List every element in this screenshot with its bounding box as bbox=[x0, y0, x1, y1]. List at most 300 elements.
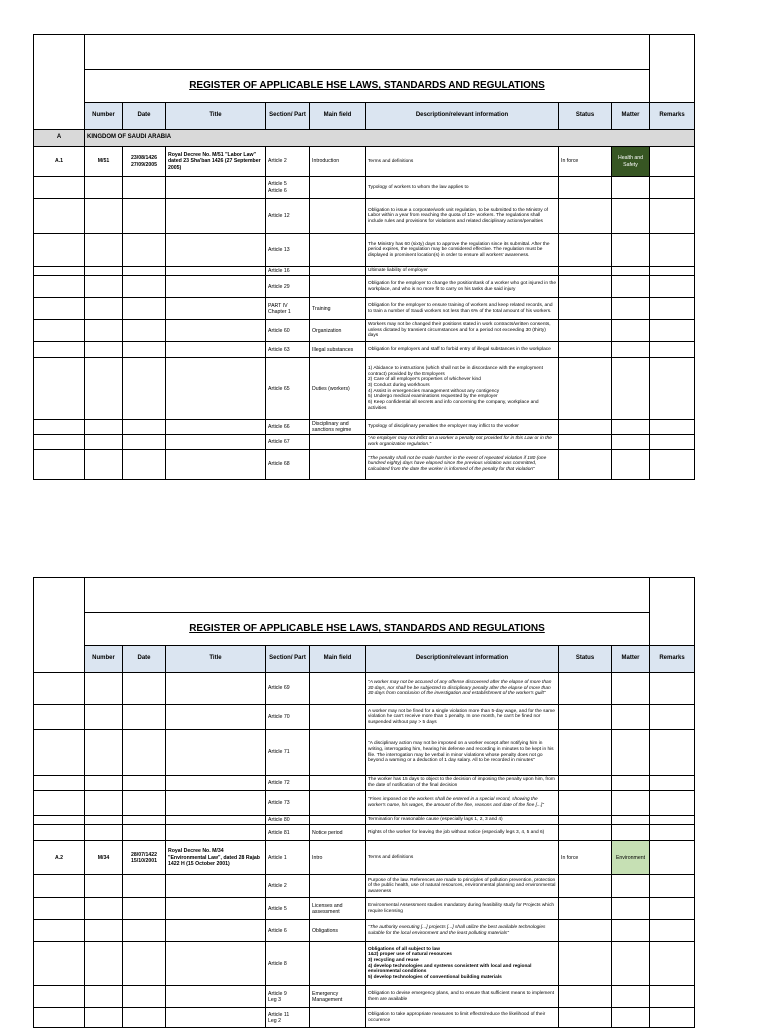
row-field: Duties (workers) bbox=[310, 358, 366, 420]
law-code: A.2 bbox=[34, 841, 85, 875]
number-cell bbox=[85, 898, 123, 920]
code-cell bbox=[34, 276, 85, 298]
table-row bbox=[34, 705, 695, 730]
table-row bbox=[34, 920, 695, 942]
row-field: Training bbox=[310, 298, 366, 320]
col-header-date: Date bbox=[123, 103, 166, 130]
col-header-matter: Matter bbox=[612, 646, 650, 673]
col-header-description: Description/relevant information bbox=[366, 646, 559, 673]
code-cell bbox=[34, 177, 85, 199]
code-cell bbox=[34, 673, 85, 705]
law-matter: Environment bbox=[612, 841, 650, 875]
row-section: Article 68 bbox=[266, 449, 310, 479]
date-cell bbox=[123, 449, 166, 479]
table-row bbox=[34, 875, 695, 898]
matter-cell bbox=[612, 920, 650, 942]
remarks-cell bbox=[650, 705, 695, 730]
row-description: Obligation to devise emergency plans, and to ensure that sufficient means to implement them are available bbox=[366, 986, 559, 1008]
row-field: Obligations bbox=[310, 920, 366, 942]
row-description: Obligation to take appropriate measures to limit effects/reduce the likelihood of their occurence bbox=[366, 1008, 559, 1028]
date-cell bbox=[123, 234, 166, 267]
status-cell bbox=[559, 298, 612, 320]
remarks-cell bbox=[650, 276, 695, 298]
number-cell bbox=[85, 234, 123, 267]
title-cell bbox=[166, 1008, 266, 1028]
row-description: Terms and definitions bbox=[366, 841, 559, 875]
date-cell bbox=[123, 705, 166, 730]
row-description: Rights of the worker for leaving the job without notice (especially legs 3, 4, 5 and 6) bbox=[366, 825, 559, 841]
number-cell bbox=[85, 449, 123, 479]
matter-cell bbox=[612, 791, 650, 816]
row-description: Obligation to issue a corporate/work unit regulation, to be submitted to the Ministry of Labor within a year from reaching the quota of 10+ workers. The regulations shall include rules and provisions for violations and related disciplinary actions/penalties bbox=[366, 199, 559, 234]
remarks-cell bbox=[650, 320, 695, 342]
row-section: Article 13 bbox=[266, 234, 310, 267]
number-cell bbox=[85, 435, 123, 449]
law-matter: Health and Safety bbox=[612, 147, 650, 177]
remarks-cell bbox=[650, 920, 695, 942]
remarks-cell bbox=[650, 342, 695, 358]
matter-cell bbox=[612, 986, 650, 1008]
table-row bbox=[34, 673, 695, 705]
row-section: Article 12 bbox=[266, 199, 310, 234]
row-field bbox=[310, 234, 366, 267]
code-cell bbox=[34, 199, 85, 234]
row-section: Article 71 bbox=[266, 730, 310, 776]
title-cell bbox=[166, 791, 266, 816]
section-name: KINGDOM OF SAUDI ARABIA bbox=[85, 130, 695, 147]
number-cell bbox=[85, 730, 123, 776]
title-cell bbox=[166, 705, 266, 730]
status-cell bbox=[559, 705, 612, 730]
title-cell bbox=[166, 875, 266, 898]
date-cell bbox=[123, 898, 166, 920]
title-cell bbox=[166, 776, 266, 791]
code-cell bbox=[34, 298, 85, 320]
remarks-cell bbox=[650, 776, 695, 791]
row-field: Emergency Management bbox=[310, 986, 366, 1008]
table-row bbox=[34, 267, 695, 276]
title-cell bbox=[166, 177, 266, 199]
title-cell bbox=[166, 673, 266, 705]
col-header-remarks: Remarks bbox=[650, 646, 695, 673]
title-cell bbox=[166, 234, 266, 267]
status-cell bbox=[559, 358, 612, 420]
row-field: Organization bbox=[310, 320, 366, 342]
date-cell bbox=[123, 435, 166, 449]
matter-cell bbox=[612, 342, 650, 358]
date-cell bbox=[123, 875, 166, 898]
row-field: Illegal substances bbox=[310, 342, 366, 358]
table-row bbox=[34, 825, 695, 841]
remarks-cell bbox=[650, 177, 695, 199]
row-description: "The penalty shall not be made harsher in the event of repeated violation if 180 (one hundred eighty) days have elapsed since the previous violation was committed, calculated from the date the worker is informed of the penalty for that violation" bbox=[366, 449, 559, 479]
row-description: "An employer may not inflict on a worker a penalty not provided for in this Law or in the work organization regulation." bbox=[366, 435, 559, 449]
register-title: REGISTER OF APPLICABLE HSE LAWS, STANDARDS AND REGULATIONS bbox=[85, 613, 650, 646]
matter-cell bbox=[612, 234, 650, 267]
title-cell bbox=[166, 942, 266, 986]
number-cell bbox=[85, 1008, 123, 1028]
matter-cell bbox=[612, 267, 650, 276]
row-field bbox=[310, 276, 366, 298]
code-cell bbox=[34, 420, 85, 435]
date-cell bbox=[123, 358, 166, 420]
row-description: Ultimate liability of employer bbox=[366, 267, 559, 276]
status-cell bbox=[559, 825, 612, 841]
status-cell bbox=[559, 942, 612, 986]
title-cell bbox=[166, 435, 266, 449]
col-header-matter: Matter bbox=[612, 103, 650, 130]
col-header-main-field: Main field bbox=[310, 103, 366, 130]
title-cell bbox=[166, 449, 266, 479]
table-row bbox=[34, 420, 695, 435]
remarks-cell bbox=[650, 234, 695, 267]
number-cell bbox=[85, 942, 123, 986]
status-cell bbox=[559, 1008, 612, 1028]
date-cell bbox=[123, 673, 166, 705]
table-row bbox=[34, 199, 695, 234]
law-date: 28/07/1422 15/10/2001 bbox=[123, 841, 166, 875]
code-cell bbox=[34, 358, 85, 420]
matter-cell bbox=[612, 776, 650, 791]
row-description: Typology of workers to whom the law applies to bbox=[366, 177, 559, 199]
law-title: Royal Decree No. M/34 "Environmental Law", dated 28 Rajab 1422 H (15 October 2001) bbox=[166, 841, 266, 875]
code-cell bbox=[34, 1008, 85, 1028]
date-cell bbox=[123, 986, 166, 1008]
remarks-cell bbox=[650, 435, 695, 449]
row-field: Notice period bbox=[310, 825, 366, 841]
table-row bbox=[34, 298, 695, 320]
status-cell bbox=[559, 267, 612, 276]
title-cell bbox=[166, 898, 266, 920]
title-cell bbox=[166, 342, 266, 358]
table-row bbox=[34, 276, 695, 298]
code-cell bbox=[34, 705, 85, 730]
title-cell bbox=[166, 816, 266, 825]
matter-cell bbox=[612, 705, 650, 730]
number-cell bbox=[85, 177, 123, 199]
code-cell bbox=[34, 986, 85, 1008]
date-cell bbox=[123, 825, 166, 841]
code-cell bbox=[34, 320, 85, 342]
title-cell bbox=[166, 825, 266, 841]
table-row bbox=[34, 177, 695, 199]
row-section: Article 80 bbox=[266, 816, 310, 825]
law-status: In force bbox=[559, 147, 612, 177]
code-cell bbox=[34, 898, 85, 920]
date-cell bbox=[123, 298, 166, 320]
remarks-cell bbox=[650, 199, 695, 234]
row-description: Obligations of all subject to law 1&2) proper use of natural resources 3) recycling and reuse 4) develop technologies and systems consistent with local and regional environmental conditions 5) develop technologies of conventional building materials bbox=[366, 942, 559, 986]
remarks-cell bbox=[650, 267, 695, 276]
number-cell bbox=[85, 320, 123, 342]
code-cell bbox=[34, 816, 85, 825]
row-field bbox=[310, 791, 366, 816]
number-cell bbox=[85, 276, 123, 298]
status-cell bbox=[559, 199, 612, 234]
date-cell bbox=[123, 420, 166, 435]
remarks-cell bbox=[650, 825, 695, 841]
number-cell bbox=[85, 986, 123, 1008]
number-cell bbox=[85, 267, 123, 276]
title-cell bbox=[166, 276, 266, 298]
date-cell bbox=[123, 1008, 166, 1028]
col-header-section: Section/ Part bbox=[266, 646, 310, 673]
table-row bbox=[34, 449, 695, 479]
status-cell bbox=[559, 730, 612, 776]
status-cell bbox=[559, 276, 612, 298]
code-cell bbox=[34, 730, 85, 776]
col-header-title: Title bbox=[166, 646, 266, 673]
col-header-remarks: Remarks bbox=[650, 103, 695, 130]
row-field bbox=[310, 199, 366, 234]
logo-cell bbox=[34, 578, 85, 673]
logo-cell bbox=[34, 35, 85, 130]
status-cell bbox=[559, 435, 612, 449]
row-section: Article 81 bbox=[266, 825, 310, 841]
code-cell bbox=[34, 342, 85, 358]
date-cell bbox=[123, 730, 166, 776]
row-field bbox=[310, 449, 366, 479]
row-field bbox=[310, 177, 366, 199]
matter-cell bbox=[612, 730, 650, 776]
row-description: "The authority executing [...] projects [...] shall utilize the best available technologies suitable for the local environment and the least polluting materials" bbox=[366, 920, 559, 942]
remarks-cell bbox=[650, 875, 695, 898]
row-field: Intro bbox=[310, 841, 366, 875]
status-cell bbox=[559, 920, 612, 942]
row-field bbox=[310, 673, 366, 705]
matter-cell bbox=[612, 276, 650, 298]
status-cell bbox=[559, 875, 612, 898]
status-cell bbox=[559, 673, 612, 705]
row-description: The Ministry has 60 (sixty) days to approve the regulation since its submittal. After the period expires, the regulation may be considered effective. The regulation must be displayed in prominent location(s) in order to ensure all workers' awareness. bbox=[366, 234, 559, 267]
table-row bbox=[34, 816, 695, 825]
remarks-cell bbox=[650, 420, 695, 435]
number-cell bbox=[85, 358, 123, 420]
matter-cell bbox=[612, 942, 650, 986]
date-cell bbox=[123, 942, 166, 986]
col-header-title: Title bbox=[166, 103, 266, 130]
row-section: PART IV Chapter 1 bbox=[266, 298, 310, 320]
row-section: Article 2 bbox=[266, 147, 310, 177]
row-description: "Fines imposed on the workers shall be entered in a special record, showing the worker's name, his wages, the amount of the fine, reasons and date of the fine [...]" bbox=[366, 791, 559, 816]
row-field bbox=[310, 1008, 366, 1028]
row-field bbox=[310, 730, 366, 776]
table-row bbox=[34, 986, 695, 1008]
code-cell bbox=[34, 920, 85, 942]
matter-cell bbox=[612, 825, 650, 841]
date-cell bbox=[123, 199, 166, 234]
number-cell bbox=[85, 673, 123, 705]
matter-cell bbox=[612, 1008, 650, 1028]
date-cell bbox=[123, 177, 166, 199]
status-cell bbox=[559, 791, 612, 816]
matter-cell bbox=[612, 298, 650, 320]
row-description: Environmental Assessment studies mandatory during feasibility study for Projects which require licensing bbox=[366, 898, 559, 920]
law-number: M/51 bbox=[85, 147, 123, 177]
remarks-cell bbox=[650, 730, 695, 776]
row-section: Article 9 Leg 3 bbox=[266, 986, 310, 1008]
number-cell bbox=[85, 298, 123, 320]
remarks-cell bbox=[650, 147, 695, 177]
row-field: Licenses and assessment bbox=[310, 898, 366, 920]
status-cell bbox=[559, 898, 612, 920]
row-section: Article 16 bbox=[266, 267, 310, 276]
row-section: Article 69 bbox=[266, 673, 310, 705]
title-cell bbox=[166, 420, 266, 435]
row-description: "A worker may not be accused of any offense discovered after the elapse of more than 30 days, nor shall he be subjected to disciplinary penalty after the elapse of more than 30 days from conclusion of the investigation and establishment of the worker's guilt" bbox=[366, 673, 559, 705]
code-cell bbox=[34, 449, 85, 479]
row-field: Disciplinary and sanctions regime bbox=[310, 420, 366, 435]
row-section: Article 60 bbox=[266, 320, 310, 342]
title-cell bbox=[166, 320, 266, 342]
title-cell bbox=[166, 730, 266, 776]
matter-cell bbox=[612, 420, 650, 435]
section-code: A bbox=[34, 130, 85, 147]
matter-cell bbox=[612, 816, 650, 825]
row-field bbox=[310, 705, 366, 730]
row-description: Obligation for employers and staff to forbid entry of illegal substances in the workplace bbox=[366, 342, 559, 358]
number-cell bbox=[85, 776, 123, 791]
law-number: M/34 bbox=[85, 841, 123, 875]
register-sheet-page-1 bbox=[33, 34, 695, 480]
date-cell bbox=[123, 276, 166, 298]
status-cell bbox=[559, 342, 612, 358]
number-cell bbox=[85, 791, 123, 816]
row-description: Termination for reasonable cause (especially lags 1, 2, 3 and 4) bbox=[366, 816, 559, 825]
remarks-cell bbox=[650, 986, 695, 1008]
law-code: A.1 bbox=[34, 147, 85, 177]
col-header-section: Section/ Part bbox=[266, 103, 310, 130]
row-field bbox=[310, 942, 366, 986]
matter-cell bbox=[612, 875, 650, 898]
matter-cell bbox=[612, 449, 650, 479]
table-row bbox=[34, 1008, 695, 1028]
table-row bbox=[34, 320, 695, 342]
code-cell bbox=[34, 234, 85, 267]
number-cell bbox=[85, 705, 123, 730]
table-row bbox=[34, 435, 695, 449]
row-section: Article 65 bbox=[266, 358, 310, 420]
title-cell bbox=[166, 358, 266, 420]
status-cell bbox=[559, 986, 612, 1008]
row-field bbox=[310, 776, 366, 791]
title-cell bbox=[166, 920, 266, 942]
register-title: REGISTER OF APPLICABLE HSE LAWS, STANDARDS AND REGULATIONS bbox=[85, 70, 650, 103]
title-cell bbox=[166, 199, 266, 234]
row-field bbox=[310, 816, 366, 825]
table-row bbox=[34, 358, 695, 420]
row-field bbox=[310, 435, 366, 449]
code-cell bbox=[34, 435, 85, 449]
row-description: Obligation for the employer to change the position/task of a worker who got injured in the workplace, and who is no more fit to carry on his tasks due said injury bbox=[366, 276, 559, 298]
row-description: "A disciplinary action may not be imposed on a worker except after notifying him in writing, interrogating him, hearing his defense and recording in minutes to be kept in his file. The interrogation may be verbal in minor violations whose penalty does not go beyond a warning or a deduction of 1 day salary. All to be recorded in minutes" bbox=[366, 730, 559, 776]
remarks-cell bbox=[650, 791, 695, 816]
remarks-cell bbox=[650, 673, 695, 705]
remarks-cell bbox=[650, 358, 695, 420]
date-cell bbox=[123, 320, 166, 342]
title-cell bbox=[166, 298, 266, 320]
row-field: Introduction bbox=[310, 147, 366, 177]
row-description: Typology of disciplinary penalties the employer may inflict to the worker bbox=[366, 420, 559, 435]
date-cell bbox=[123, 920, 166, 942]
code-cell bbox=[34, 942, 85, 986]
date-cell bbox=[123, 342, 166, 358]
row-description: Terms and definitions bbox=[366, 147, 559, 177]
table-row bbox=[34, 234, 695, 267]
code-cell bbox=[34, 791, 85, 816]
col-header-description: Description/relevant information bbox=[366, 103, 559, 130]
status-cell bbox=[559, 776, 612, 791]
title-cell bbox=[166, 986, 266, 1008]
number-cell bbox=[85, 875, 123, 898]
matter-cell bbox=[612, 320, 650, 342]
row-section: Article 6 bbox=[266, 920, 310, 942]
table-row bbox=[34, 942, 695, 986]
row-section: Article 5 bbox=[266, 898, 310, 920]
row-description: Purpose of the law. References are made to principles of pollution prevention, protection of the public health, use of natural resources, environmental planning and environmental awareness bbox=[366, 875, 559, 898]
row-section: Article 70 bbox=[266, 705, 310, 730]
law-status: In force bbox=[559, 841, 612, 875]
row-section: Article 8 bbox=[266, 942, 310, 986]
row-section: Article 73 bbox=[266, 791, 310, 816]
row-description: Obligation for the employer to ensure training of workers and keep related records, and to train a number of Saudi workers not less than 6% of the total amount of his workers. bbox=[366, 298, 559, 320]
number-cell bbox=[85, 920, 123, 942]
number-cell bbox=[85, 816, 123, 825]
row-section: Article 63 bbox=[266, 342, 310, 358]
row-section: Article 67 bbox=[266, 435, 310, 449]
status-cell bbox=[559, 234, 612, 267]
col-header-number: Number bbox=[85, 646, 123, 673]
remarks-cell bbox=[650, 942, 695, 986]
col-header-main-field: Main field bbox=[310, 646, 366, 673]
remarks-cell bbox=[650, 898, 695, 920]
matter-cell bbox=[612, 435, 650, 449]
date-cell bbox=[123, 791, 166, 816]
row-description: 1) Abidance to instructions (which shall not be in discordance with the employment contract) provided by the Employers 2) Care of all employer's properties of whichever kind 3) Conduct during workhours 4) Assist in emergencies management without any contigency 5) Undergo medical examinations requested by the employer 6) Keep confidential all secrets and info concerning the company, workplace and activities bbox=[366, 358, 559, 420]
date-cell bbox=[123, 816, 166, 825]
row-section: Article 2 bbox=[266, 875, 310, 898]
law-date: 23/08/1426 27/09/2005 bbox=[123, 147, 166, 177]
remarks-cell bbox=[650, 1008, 695, 1028]
remarks-cell bbox=[650, 298, 695, 320]
status-cell bbox=[559, 320, 612, 342]
row-description: A worker may not be fined for a single violation more than 5-day wage, and for the same violation he can't receive more than 1 penalty. In one month, he can't be fined nor suspended without pay > 5 days bbox=[366, 705, 559, 730]
date-cell bbox=[123, 267, 166, 276]
col-header-status: Status bbox=[559, 103, 612, 130]
remarks-cell bbox=[650, 816, 695, 825]
table-row bbox=[34, 342, 695, 358]
row-section: Article 72 bbox=[266, 776, 310, 791]
status-cell bbox=[559, 420, 612, 435]
matter-cell bbox=[612, 358, 650, 420]
remarks-cell bbox=[650, 841, 695, 875]
status-cell bbox=[559, 177, 612, 199]
table-row bbox=[34, 898, 695, 920]
table-row bbox=[34, 776, 695, 791]
table-row bbox=[34, 730, 695, 776]
number-cell bbox=[85, 825, 123, 841]
title-cell bbox=[166, 267, 266, 276]
number-cell bbox=[85, 342, 123, 358]
date-cell bbox=[123, 776, 166, 791]
row-section: Article 5 Article 6 bbox=[266, 177, 310, 199]
row-section: Article 1 bbox=[266, 841, 310, 875]
law-title: Royal Decree No. M/51 "Labor Law" dated 23 Sha'ban 1426 (27 September 2005) bbox=[166, 147, 266, 177]
table-row bbox=[34, 791, 695, 816]
matter-cell bbox=[612, 177, 650, 199]
col-header-date: Date bbox=[123, 646, 166, 673]
status-cell bbox=[559, 449, 612, 479]
